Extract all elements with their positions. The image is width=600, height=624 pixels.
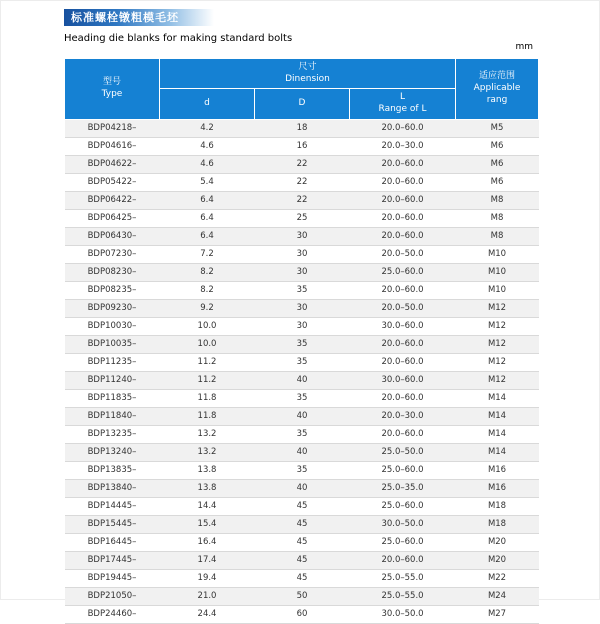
table-cell: M10 (456, 281, 539, 299)
table-cell: 4.6 (160, 155, 255, 173)
table-cell: BDP16445– (65, 533, 160, 551)
table-row (65, 389, 539, 407)
table-row (65, 317, 539, 335)
title-bar (64, 9, 214, 26)
table-cell: 30 (255, 299, 350, 317)
table-cell: BDP07230– (65, 245, 160, 263)
header-row-top (65, 59, 539, 89)
table-cell: M12 (456, 335, 539, 353)
table-cell: 20.0–60.0 (350, 335, 456, 353)
table-cell: 35 (255, 353, 350, 371)
table-body (65, 119, 539, 623)
table-cell: 8.2 (160, 281, 255, 299)
table-cell: 20.0–60.0 (350, 155, 456, 173)
table-cell: 6.4 (160, 209, 255, 227)
table-cell: 19.4 (160, 569, 255, 587)
page-title-zh: 标准螺栓镦粗模毛坯 (71, 11, 179, 24)
table-cell: 30.0–50.0 (350, 605, 456, 623)
table-cell: 20.0–60.0 (350, 173, 456, 191)
unit-label: mm (515, 42, 533, 52)
table-row (65, 551, 539, 569)
table-cell: BDP24460– (65, 605, 160, 623)
table-cell: 13.2 (160, 425, 255, 443)
table-row (65, 353, 539, 371)
table-cell: 25 (255, 209, 350, 227)
table-cell: 6.4 (160, 227, 255, 245)
table-row (65, 209, 539, 227)
table-cell: 25.0–60.0 (350, 461, 456, 479)
table-row (65, 191, 539, 209)
table-cell: 30 (255, 227, 350, 245)
table-cell: 11.8 (160, 389, 255, 407)
table-cell: 30.0–60.0 (350, 317, 456, 335)
table-cell: M6 (456, 137, 539, 155)
table-cell: BDP17445– (65, 551, 160, 569)
table-cell: 20.0–60.0 (350, 353, 456, 371)
table-row (65, 479, 539, 497)
table-cell: BDP04616– (65, 137, 160, 155)
table-cell: 45 (255, 497, 350, 515)
table-row (65, 371, 539, 389)
table-row (65, 335, 539, 353)
table-cell: BDP06430– (65, 227, 160, 245)
table-header (65, 59, 539, 120)
table-cell: 7.2 (160, 245, 255, 263)
table-cell: 40 (255, 479, 350, 497)
header-col-L-line2: Range of L (378, 104, 427, 115)
table-cell: 17.4 (160, 551, 255, 569)
table-cell: 20.0–60.0 (350, 227, 456, 245)
table-cell: M5 (456, 119, 539, 137)
table-cell: 20.0–60.0 (350, 551, 456, 569)
table-cell: BDP06422– (65, 191, 160, 209)
table-cell: M18 (456, 497, 539, 515)
table-cell: BDP04622– (65, 155, 160, 173)
table-cell: M14 (456, 407, 539, 425)
table-cell: 35 (255, 335, 350, 353)
table-cell: 13.2 (160, 443, 255, 461)
table-cell: M22 (456, 569, 539, 587)
table-cell: 24.4 (160, 605, 255, 623)
table-row (65, 425, 539, 443)
header-applicable-en-1: Applicable (473, 83, 521, 94)
table-row (65, 443, 539, 461)
table-cell: M8 (456, 191, 539, 209)
table-cell: 20.0–30.0 (350, 137, 456, 155)
table-row (65, 155, 539, 173)
table-row (65, 533, 539, 551)
header-type-en: Type (101, 88, 123, 99)
table-cell: 13.8 (160, 479, 255, 497)
table-cell: BDP13835– (65, 461, 160, 479)
table-cell: 20.0–30.0 (350, 407, 456, 425)
header-applicable-en-2: rang (486, 94, 508, 105)
table-cell: 40 (255, 443, 350, 461)
table-cell: 22 (255, 191, 350, 209)
header-col-L-line1: L (400, 92, 406, 103)
table-cell: 30.0–50.0 (350, 515, 456, 533)
page-subtitle-en: Heading die blanks for making standard bolts (64, 33, 293, 44)
table-cell: M10 (456, 263, 539, 281)
table-row (65, 119, 539, 137)
table-row (65, 299, 539, 317)
table-cell: BDP09230– (65, 299, 160, 317)
table-row (65, 497, 539, 515)
table-cell: 9.2 (160, 299, 255, 317)
table-cell: 45 (255, 551, 350, 569)
table-cell: 25.0–60.0 (350, 263, 456, 281)
table-row (65, 281, 539, 299)
table-row (65, 173, 539, 191)
table-row (65, 515, 539, 533)
table-row (65, 605, 539, 623)
table-row (65, 263, 539, 281)
table-cell: 11.2 (160, 353, 255, 371)
table-cell: 35 (255, 389, 350, 407)
table-cell: BDP10035– (65, 335, 160, 353)
table-row (65, 569, 539, 587)
table-cell: M14 (456, 425, 539, 443)
table-cell: M16 (456, 479, 539, 497)
table-cell: M16 (456, 461, 539, 479)
table-cell: 60 (255, 605, 350, 623)
table-cell: 30 (255, 263, 350, 281)
header-col-L (350, 89, 456, 119)
table-cell: M12 (456, 353, 539, 371)
header-type-zh: 型号 (102, 77, 121, 88)
table-cell: 15.4 (160, 515, 255, 533)
table-cell: BDP10030– (65, 317, 160, 335)
table-cell: M6 (456, 155, 539, 173)
table-cell: M14 (456, 443, 539, 461)
table-cell: 30 (255, 245, 350, 263)
table-cell: BDP15445– (65, 515, 160, 533)
table-cell: 20.0–50.0 (350, 245, 456, 263)
table-cell: M27 (456, 605, 539, 623)
table-cell: 30 (255, 317, 350, 335)
header-dimension (160, 59, 456, 89)
table-cell: M20 (456, 533, 539, 551)
header-type (65, 59, 160, 120)
table-cell: 5.4 (160, 173, 255, 191)
table-cell: BDP19445– (65, 569, 160, 587)
table-cell: BDP08230– (65, 263, 160, 281)
table-cell: 40 (255, 407, 350, 425)
table-cell: 16.4 (160, 533, 255, 551)
table-cell: 22 (255, 173, 350, 191)
table-row (65, 461, 539, 479)
table-cell: 20.0–60.0 (350, 209, 456, 227)
table-cell: 40 (255, 371, 350, 389)
table-cell: BDP13840– (65, 479, 160, 497)
table-cell: 14.4 (160, 497, 255, 515)
table-cell: 11.2 (160, 371, 255, 389)
table-cell: BDP14445– (65, 497, 160, 515)
table-cell: 4.2 (160, 119, 255, 137)
table-cell: M12 (456, 371, 539, 389)
table-cell: 13.8 (160, 461, 255, 479)
table-cell: BDP21050– (65, 587, 160, 605)
table-cell: 8.2 (160, 263, 255, 281)
header-applicable-zh: 适应范围 (479, 71, 516, 82)
table-cell: 35 (255, 281, 350, 299)
table-cell: BDP13240– (65, 443, 160, 461)
table-cell: M6 (456, 173, 539, 191)
header-dimension-en: Dinension (285, 73, 330, 84)
table-row (65, 407, 539, 425)
table-cell: BDP11840– (65, 407, 160, 425)
table-cell: 25.0–50.0 (350, 443, 456, 461)
table-cell: M10 (456, 245, 539, 263)
table-cell: 50 (255, 587, 350, 605)
table-cell: M24 (456, 587, 539, 605)
table-cell: 35 (255, 425, 350, 443)
table-cell: 20.0–50.0 (350, 299, 456, 317)
table-cell: 18 (255, 119, 350, 137)
header-col-d: d (160, 89, 255, 119)
table-cell: BDP05422– (65, 173, 160, 191)
table-cell: M18 (456, 515, 539, 533)
table-cell: M20 (456, 551, 539, 569)
table-cell: BDP08235– (65, 281, 160, 299)
table-cell: 25.0–60.0 (350, 497, 456, 515)
table-cell: BDP04218– (65, 119, 160, 137)
table-cell: M8 (456, 227, 539, 245)
table-cell: 10.0 (160, 335, 255, 353)
table-cell: 45 (255, 569, 350, 587)
table-cell: BDP11835– (65, 389, 160, 407)
table-cell: M12 (456, 299, 539, 317)
table-cell: 4.6 (160, 137, 255, 155)
spec-table (64, 58, 539, 624)
table-row (65, 587, 539, 605)
table-cell: 25.0–60.0 (350, 533, 456, 551)
table-cell: BDP11240– (65, 371, 160, 389)
table-cell: M8 (456, 209, 539, 227)
header-dimension-zh: 尺寸 (298, 62, 317, 72)
table-cell: 22 (255, 155, 350, 173)
table-cell: 20.0–60.0 (350, 389, 456, 407)
table-cell: 20.0–60.0 (350, 119, 456, 137)
table-cell: 45 (255, 515, 350, 533)
table-cell: 21.0 (160, 587, 255, 605)
table-cell: 35 (255, 461, 350, 479)
table-cell: 45 (255, 533, 350, 551)
table-cell: 25.0–55.0 (350, 587, 456, 605)
table-row (65, 227, 539, 245)
table-cell: BDP06425– (65, 209, 160, 227)
table-cell: 6.4 (160, 191, 255, 209)
table-cell: 16 (255, 137, 350, 155)
table-row (65, 245, 539, 263)
table-cell: 25.0–55.0 (350, 569, 456, 587)
table-cell: 30.0–60.0 (350, 371, 456, 389)
table-cell: 10.0 (160, 317, 255, 335)
table-cell: M14 (456, 389, 539, 407)
header-applicable (456, 59, 539, 120)
table-cell: 20.0–60.0 (350, 191, 456, 209)
table-cell: BDP13235– (65, 425, 160, 443)
table-cell: M12 (456, 317, 539, 335)
table-cell: BDP11235– (65, 353, 160, 371)
table-row (65, 137, 539, 155)
table-cell: 25.0–35.0 (350, 479, 456, 497)
table-cell: 20.0–60.0 (350, 425, 456, 443)
header-col-D: D (255, 89, 350, 119)
table-cell: 20.0–60.0 (350, 281, 456, 299)
table-cell: 11.8 (160, 407, 255, 425)
